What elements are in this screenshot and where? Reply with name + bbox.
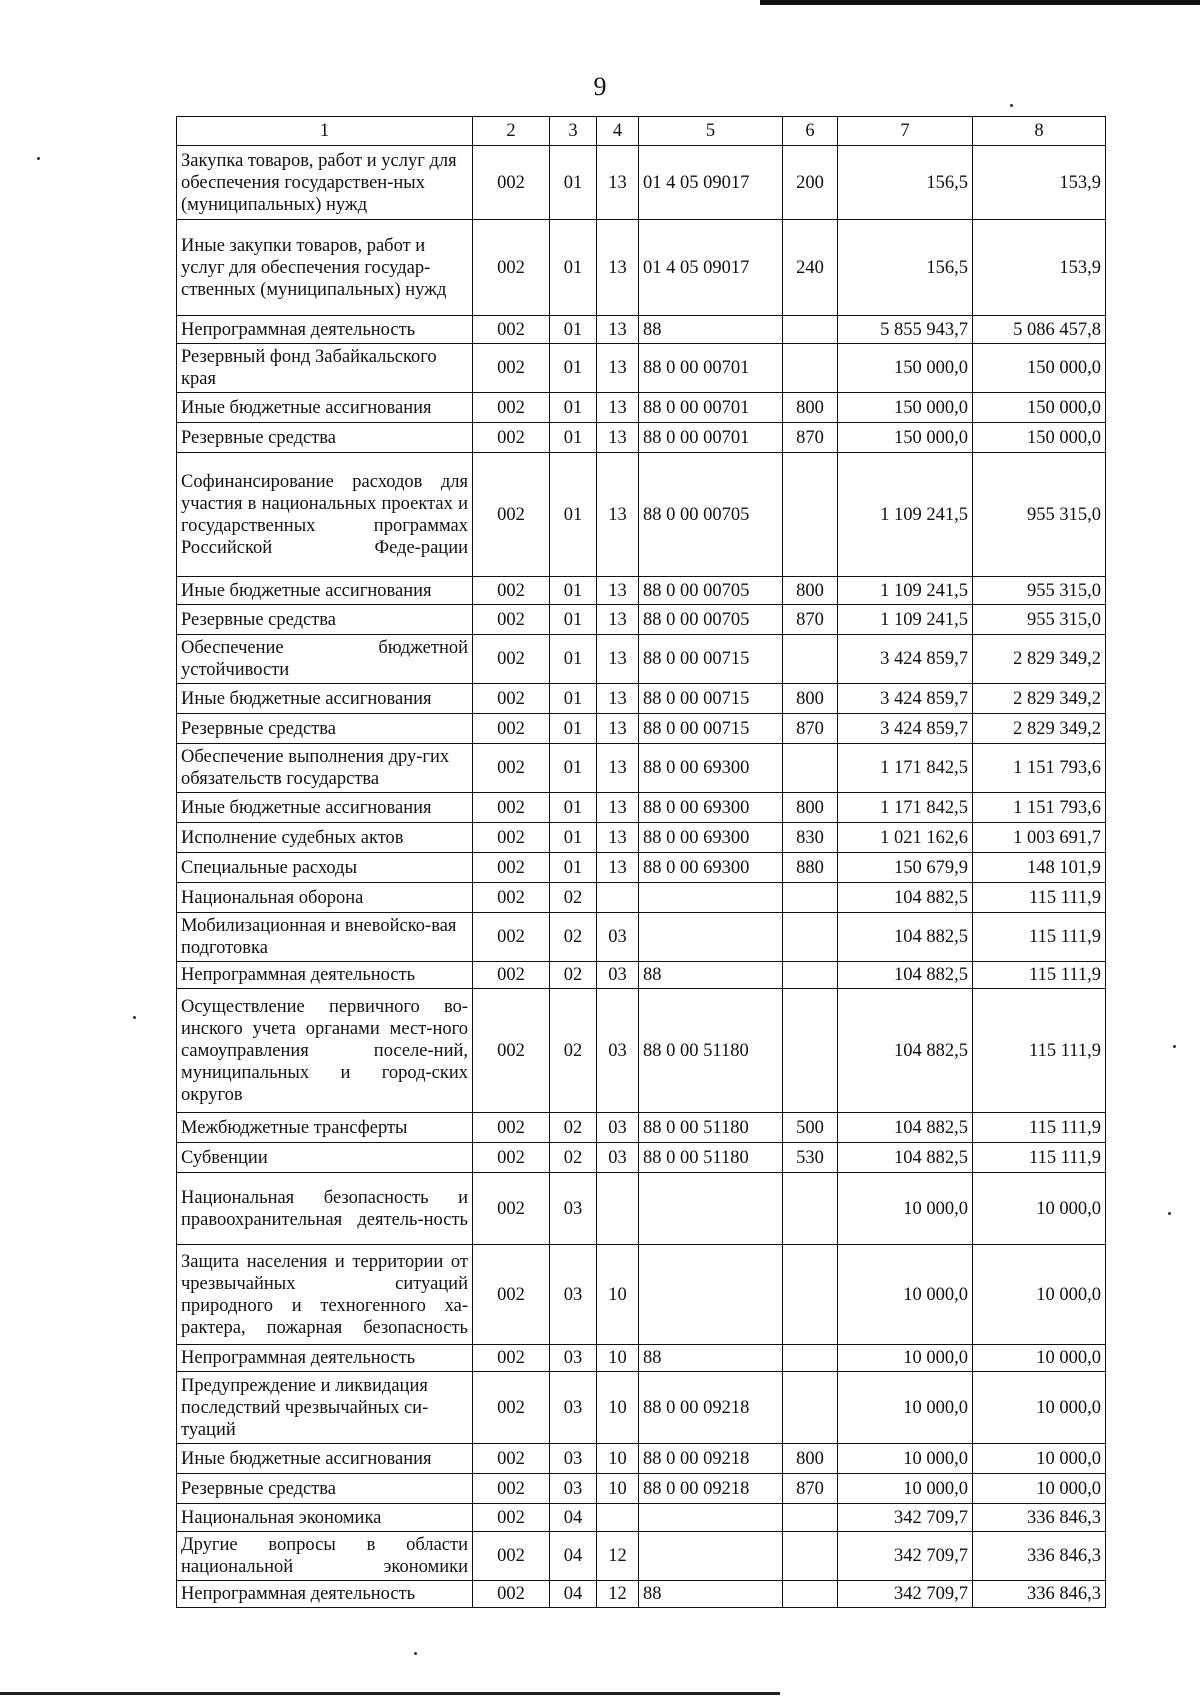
subsection-code-cell: 13	[597, 423, 639, 453]
section-code-cell: 01	[550, 714, 597, 744]
table-row	[177, 962, 1106, 989]
subsection-code-cell: 10	[597, 1345, 639, 1372]
column-header: 7	[838, 117, 973, 146]
expense-type-cell	[783, 744, 838, 793]
ministry-code-cell: 002	[473, 577, 550, 605]
amount-col7-cell: 342 709,7	[838, 1581, 973, 1608]
ministry-code-cell: 002	[473, 423, 550, 453]
target-article-cell: 88 0 00 00715	[639, 714, 783, 744]
table-row	[177, 883, 1106, 913]
row-name-cell: Исполнение судебных актов	[177, 823, 473, 853]
amount-col8-cell: 1 151 793,6	[973, 744, 1106, 793]
section-code-cell: 02	[550, 913, 597, 962]
table-row	[177, 393, 1106, 423]
row-name-cell: Иные бюджетные ассигнования	[177, 1444, 473, 1474]
amount-col8-cell: 10 000,0	[973, 1444, 1106, 1474]
scan-speck	[133, 1016, 136, 1019]
section-code-cell: 01	[550, 823, 597, 853]
ministry-code-cell: 002	[473, 1345, 550, 1372]
table-row	[177, 1372, 1106, 1444]
subsection-code-cell: 13	[597, 684, 639, 714]
ministry-code-cell: 002	[473, 883, 550, 913]
amount-col8-cell: 955 315,0	[973, 605, 1106, 635]
row-name-cell: Иные бюджетные ассигнования	[177, 684, 473, 714]
amount-col8-cell: 955 315,0	[973, 577, 1106, 605]
section-code-cell: 03	[550, 1474, 597, 1504]
target-article-cell: 88 0 00 00705	[639, 453, 783, 577]
subsection-code-cell: 13	[597, 453, 639, 577]
column-header: 3	[550, 117, 597, 146]
amount-col8-cell: 153,9	[973, 220, 1106, 316]
section-code-cell: 01	[550, 684, 597, 714]
expense-type-cell: 870	[783, 1474, 838, 1504]
amount-col8-cell: 10 000,0	[973, 1372, 1106, 1444]
amount-col8-cell: 150 000,0	[973, 344, 1106, 393]
column-header: 4	[597, 117, 639, 146]
section-code-cell: 01	[550, 423, 597, 453]
bottom-scan-rule	[0, 1692, 780, 1695]
subsection-code-cell: 10	[597, 1474, 639, 1504]
amount-col7-cell: 10 000,0	[838, 1173, 973, 1245]
expense-type-cell: 870	[783, 605, 838, 635]
amount-col7-cell: 104 882,5	[838, 1113, 973, 1143]
section-code-cell: 03	[550, 1245, 597, 1345]
expense-type-cell	[783, 1245, 838, 1345]
section-code-cell: 01	[550, 635, 597, 684]
row-name-cell: Резервные средства	[177, 714, 473, 744]
expense-type-cell: 200	[783, 146, 838, 220]
table-row	[177, 1581, 1106, 1608]
ministry-code-cell: 002	[473, 684, 550, 714]
table-row	[177, 316, 1106, 344]
amount-col7-cell: 3 424 859,7	[838, 635, 973, 684]
target-article-cell: 88 0 00 69300	[639, 793, 783, 823]
subsection-code-cell	[597, 883, 639, 913]
expense-type-cell	[783, 1532, 838, 1581]
subsection-code-cell: 10	[597, 1245, 639, 1345]
expense-type-cell	[783, 344, 838, 393]
target-article-cell	[639, 1504, 783, 1532]
target-article-cell: 88 0 00 00715	[639, 684, 783, 714]
row-name-cell: Непрограммная деятельность	[177, 1581, 473, 1608]
ministry-code-cell: 002	[473, 744, 550, 793]
row-name-cell: Резервные средства	[177, 1474, 473, 1504]
top-scan-rule	[760, 0, 1200, 5]
row-name-cell: Национальная безопасность и правоохранительная деятель-ность	[177, 1173, 473, 1245]
table-row	[177, 1173, 1106, 1245]
table-row	[177, 1345, 1106, 1372]
section-code-cell: 01	[550, 605, 597, 635]
subsection-code-cell: 13	[597, 714, 639, 744]
table-row	[177, 744, 1106, 793]
table-row	[177, 1532, 1106, 1581]
table-row	[177, 684, 1106, 714]
subsection-code-cell: 03	[597, 1113, 639, 1143]
section-code-cell: 01	[550, 344, 597, 393]
row-name-cell: Иные закупки товаров, работ и услуг для обеспечения государ-ственных (муниципальных) нужд	[177, 220, 473, 316]
ministry-code-cell: 002	[473, 393, 550, 423]
expense-type-cell: 800	[783, 1444, 838, 1474]
subsection-code-cell: 13	[597, 605, 639, 635]
amount-col8-cell: 5 086 457,8	[973, 316, 1106, 344]
ministry-code-cell: 002	[473, 853, 550, 883]
amount-col8-cell: 115 111,9	[973, 989, 1106, 1113]
amount-col7-cell: 156,5	[838, 146, 973, 220]
amount-col8-cell: 115 111,9	[973, 1113, 1106, 1143]
target-article-cell: 88 0 00 51180	[639, 989, 783, 1113]
target-article-cell: 88 0 00 51180	[639, 1113, 783, 1143]
amount-col7-cell: 10 000,0	[838, 1444, 973, 1474]
section-code-cell: 01	[550, 393, 597, 423]
amount-col8-cell: 150 000,0	[973, 393, 1106, 423]
subsection-code-cell: 03	[597, 989, 639, 1113]
ministry-code-cell: 002	[473, 1173, 550, 1245]
scan-speck	[1173, 1045, 1176, 1048]
amount-col8-cell: 955 315,0	[973, 453, 1106, 577]
expense-type-cell: 530	[783, 1143, 838, 1173]
amount-col7-cell: 1 021 162,6	[838, 823, 973, 853]
table-body	[177, 146, 1106, 1608]
column-header: 6	[783, 117, 838, 146]
target-article-cell: 88 0 00 09218	[639, 1474, 783, 1504]
expense-type-cell	[783, 962, 838, 989]
target-article-cell	[639, 913, 783, 962]
target-article-cell	[639, 883, 783, 913]
ministry-code-cell: 002	[473, 344, 550, 393]
section-code-cell: 03	[550, 1444, 597, 1474]
row-name-cell: Обеспечение бюджетной устойчивости	[177, 635, 473, 684]
expense-type-cell: 800	[783, 684, 838, 714]
subsection-code-cell: 13	[597, 344, 639, 393]
table-row	[177, 605, 1106, 635]
scan-speck	[1168, 1212, 1171, 1215]
scan-speck	[37, 157, 40, 160]
amount-col8-cell: 115 111,9	[973, 883, 1106, 913]
row-name-cell: Мобилизационная и вневойско-вая подготовка	[177, 913, 473, 962]
ministry-code-cell: 002	[473, 453, 550, 577]
amount-col7-cell: 1 171 842,5	[838, 744, 973, 793]
amount-col7-cell: 342 709,7	[838, 1504, 973, 1532]
expense-type-cell	[783, 316, 838, 344]
budget-table	[176, 116, 1106, 1608]
ministry-code-cell: 002	[473, 1474, 550, 1504]
target-article-cell: 01 4 05 09017	[639, 146, 783, 220]
ministry-code-cell: 002	[473, 220, 550, 316]
subsection-code-cell: 10	[597, 1444, 639, 1474]
section-code-cell: 01	[550, 453, 597, 577]
amount-col8-cell: 336 846,3	[973, 1532, 1106, 1581]
amount-col8-cell: 1 151 793,6	[973, 793, 1106, 823]
ministry-code-cell: 002	[473, 635, 550, 684]
amount-col7-cell: 104 882,5	[838, 962, 973, 989]
target-article-cell: 88	[639, 1345, 783, 1372]
target-article-cell	[639, 1173, 783, 1245]
ministry-code-cell: 002	[473, 1532, 550, 1581]
table-row	[177, 577, 1106, 605]
ministry-code-cell: 002	[473, 714, 550, 744]
column-header: 2	[473, 117, 550, 146]
amount-col8-cell: 10 000,0	[973, 1245, 1106, 1345]
table-row	[177, 853, 1106, 883]
expense-type-cell: 830	[783, 823, 838, 853]
table-row	[177, 1504, 1106, 1532]
amount-col7-cell: 5 855 943,7	[838, 316, 973, 344]
expense-type-cell: 870	[783, 714, 838, 744]
ministry-code-cell: 002	[473, 1245, 550, 1345]
section-code-cell: 04	[550, 1532, 597, 1581]
subsection-code-cell	[597, 1504, 639, 1532]
target-article-cell: 88	[639, 316, 783, 344]
amount-col7-cell: 1 109 241,5	[838, 453, 973, 577]
section-code-cell: 01	[550, 220, 597, 316]
expense-type-cell	[783, 1372, 838, 1444]
table-row	[177, 823, 1106, 853]
row-name-cell: Специальные расходы	[177, 853, 473, 883]
scan-speck	[1010, 104, 1013, 107]
amount-col7-cell: 150 000,0	[838, 423, 973, 453]
amount-col8-cell: 115 111,9	[973, 913, 1106, 962]
subsection-code-cell: 03	[597, 1143, 639, 1173]
row-name-cell: Иные бюджетные ассигнования	[177, 393, 473, 423]
row-name-cell: Иные бюджетные ассигнования	[177, 793, 473, 823]
row-name-cell: Непрограммная деятельность	[177, 962, 473, 989]
expense-type-cell: 870	[783, 423, 838, 453]
row-name-cell: Национальная экономика	[177, 1504, 473, 1532]
amount-col7-cell: 3 424 859,7	[838, 714, 973, 744]
subsection-code-cell: 03	[597, 913, 639, 962]
row-name-cell: Резервные средства	[177, 423, 473, 453]
amount-col8-cell: 2 829 349,2	[973, 714, 1106, 744]
amount-col8-cell: 10 000,0	[973, 1173, 1106, 1245]
subsection-code-cell: 13	[597, 853, 639, 883]
amount-col8-cell: 10 000,0	[973, 1474, 1106, 1504]
table-row	[177, 1444, 1106, 1474]
expense-type-cell	[783, 453, 838, 577]
section-code-cell: 01	[550, 577, 597, 605]
target-article-cell: 88 0 00 09218	[639, 1444, 783, 1474]
target-article-cell: 88 0 00 00715	[639, 635, 783, 684]
ministry-code-cell: 002	[473, 316, 550, 344]
ministry-code-cell: 002	[473, 605, 550, 635]
amount-col7-cell: 150 679,9	[838, 853, 973, 883]
section-code-cell: 03	[550, 1345, 597, 1372]
amount-col8-cell: 336 846,3	[973, 1504, 1106, 1532]
row-name-cell: Закупка товаров, работ и услуг для обеспечения государствен-ных (муниципальных) нужд	[177, 146, 473, 220]
target-article-cell: 88 0 00 51180	[639, 1143, 783, 1173]
subsection-code-cell: 13	[597, 146, 639, 220]
ministry-code-cell: 002	[473, 1143, 550, 1173]
row-name-cell: Субвенции	[177, 1143, 473, 1173]
ministry-code-cell: 002	[473, 823, 550, 853]
section-code-cell: 04	[550, 1581, 597, 1608]
amount-col7-cell: 104 882,5	[838, 883, 973, 913]
expense-type-cell: 800	[783, 577, 838, 605]
amount-col8-cell: 150 000,0	[973, 423, 1106, 453]
table-row	[177, 714, 1106, 744]
amount-col7-cell: 10 000,0	[838, 1345, 973, 1372]
amount-col8-cell: 1 003 691,7	[973, 823, 1106, 853]
amount-col7-cell: 104 882,5	[838, 913, 973, 962]
amount-col8-cell: 10 000,0	[973, 1345, 1106, 1372]
section-code-cell: 02	[550, 1113, 597, 1143]
target-article-cell: 88 0 00 09218	[639, 1372, 783, 1444]
table-row	[177, 989, 1106, 1113]
subsection-code-cell: 13	[597, 823, 639, 853]
ministry-code-cell: 002	[473, 1444, 550, 1474]
row-name-cell: Непрограммная деятельность	[177, 316, 473, 344]
subsection-code-cell: 13	[597, 316, 639, 344]
target-article-cell: 88 0 00 69300	[639, 744, 783, 793]
section-code-cell: 02	[550, 989, 597, 1113]
expense-type-cell	[783, 883, 838, 913]
expense-type-cell	[783, 913, 838, 962]
section-code-cell: 02	[550, 962, 597, 989]
target-article-cell: 88 0 00 69300	[639, 823, 783, 853]
amount-col8-cell: 115 111,9	[973, 962, 1106, 989]
target-article-cell: 88 0 00 00701	[639, 423, 783, 453]
column-header: 1	[177, 117, 473, 146]
ministry-code-cell: 002	[473, 1581, 550, 1608]
section-code-cell: 03	[550, 1173, 597, 1245]
amount-col7-cell: 156,5	[838, 220, 973, 316]
subsection-code-cell: 03	[597, 962, 639, 989]
section-code-cell: 01	[550, 744, 597, 793]
table-row	[177, 1143, 1106, 1173]
amount-col8-cell: 2 829 349,2	[973, 684, 1106, 714]
column-header: 8	[973, 117, 1106, 146]
target-article-cell: 88	[639, 962, 783, 989]
amount-col8-cell: 153,9	[973, 146, 1106, 220]
target-article-cell: 88 0 00 00701	[639, 344, 783, 393]
expense-type-cell	[783, 635, 838, 684]
row-name-cell: Софинансирование расходов для участия в национальных проектах и государственных программах Российской Феде-рации	[177, 453, 473, 577]
subsection-code-cell: 13	[597, 744, 639, 793]
ministry-code-cell: 002	[473, 962, 550, 989]
ministry-code-cell: 002	[473, 793, 550, 823]
table-row	[177, 793, 1106, 823]
amount-col7-cell: 10 000,0	[838, 1474, 973, 1504]
row-name-cell: Национальная оборона	[177, 883, 473, 913]
row-name-cell: Защита населения и территории от чрезвычайных ситуаций природного и техногенного ха-рактера, пожарная безопасность	[177, 1245, 473, 1345]
scan-speck	[414, 1652, 417, 1655]
target-article-cell: 88 0 00 00701	[639, 393, 783, 423]
subsection-code-cell: 13	[597, 393, 639, 423]
expense-type-cell	[783, 1345, 838, 1372]
section-code-cell: 02	[550, 1143, 597, 1173]
subsection-code-cell: 13	[597, 793, 639, 823]
table-row	[177, 146, 1106, 220]
table-row	[177, 220, 1106, 316]
amount-col8-cell: 115 111,9	[973, 1143, 1106, 1173]
amount-col7-cell: 1 109 241,5	[838, 577, 973, 605]
amount-col7-cell: 104 882,5	[838, 989, 973, 1113]
subsection-code-cell: 12	[597, 1532, 639, 1581]
page-number: 9	[593, 72, 607, 101]
expense-type-cell: 240	[783, 220, 838, 316]
expense-type-cell	[783, 989, 838, 1113]
expense-type-cell	[783, 1581, 838, 1608]
section-code-cell: 03	[550, 1372, 597, 1444]
section-code-cell: 02	[550, 883, 597, 913]
amount-col7-cell: 3 424 859,7	[838, 684, 973, 714]
section-code-cell: 01	[550, 853, 597, 883]
target-article-cell: 01 4 05 09017	[639, 220, 783, 316]
ministry-code-cell: 002	[473, 146, 550, 220]
subsection-code-cell: 13	[597, 577, 639, 605]
section-code-cell: 04	[550, 1504, 597, 1532]
table-row	[177, 913, 1106, 962]
subsection-code-cell	[597, 1173, 639, 1245]
target-article-cell: 88 0 00 69300	[639, 853, 783, 883]
ministry-code-cell: 002	[473, 1113, 550, 1143]
table-row	[177, 1245, 1106, 1345]
table-row	[177, 1113, 1106, 1143]
expense-type-cell: 800	[783, 393, 838, 423]
table-row	[177, 344, 1106, 393]
row-name-cell: Обеспечение выполнения дру-гих обязательств государства	[177, 744, 473, 793]
amount-col7-cell: 150 000,0	[838, 344, 973, 393]
amount-col7-cell: 342 709,7	[838, 1532, 973, 1581]
subsection-code-cell: 13	[597, 220, 639, 316]
table-header-row	[177, 117, 1106, 146]
amount-col8-cell: 336 846,3	[973, 1581, 1106, 1608]
ministry-code-cell: 002	[473, 1504, 550, 1532]
section-code-cell: 01	[550, 793, 597, 823]
amount-col8-cell: 148 101,9	[973, 853, 1106, 883]
row-name-cell: Резервные средства	[177, 605, 473, 635]
target-article-cell	[639, 1245, 783, 1345]
table-row	[177, 423, 1106, 453]
row-name-cell: Резервный фонд Забайкальского края	[177, 344, 473, 393]
amount-col7-cell: 1 171 842,5	[838, 793, 973, 823]
section-code-cell: 01	[550, 316, 597, 344]
target-article-cell: 88 0 00 00705	[639, 605, 783, 635]
expense-type-cell: 800	[783, 793, 838, 823]
row-name-cell: Предупреждение и ликвидация последствий чрезвычайных си-туаций	[177, 1372, 473, 1444]
target-article-cell: 88	[639, 1581, 783, 1608]
row-name-cell: Межбюджетные трансферты	[177, 1113, 473, 1143]
row-name-cell: Другие вопросы в области национальной экономики	[177, 1532, 473, 1581]
table-row	[177, 635, 1106, 684]
subsection-code-cell: 10	[597, 1372, 639, 1444]
expense-type-cell	[783, 1504, 838, 1532]
expense-type-cell: 880	[783, 853, 838, 883]
target-article-cell	[639, 1532, 783, 1581]
expense-type-cell	[783, 1173, 838, 1245]
amount-col7-cell: 1 109 241,5	[838, 605, 973, 635]
column-header: 5	[639, 117, 783, 146]
ministry-code-cell: 002	[473, 1372, 550, 1444]
row-name-cell: Непрограммная деятельность	[177, 1345, 473, 1372]
subsection-code-cell: 12	[597, 1581, 639, 1608]
amount-col7-cell: 104 882,5	[838, 1143, 973, 1173]
expense-type-cell: 500	[783, 1113, 838, 1143]
amount-col7-cell: 10 000,0	[838, 1245, 973, 1345]
table-row	[177, 453, 1106, 577]
subsection-code-cell: 13	[597, 635, 639, 684]
row-name-cell: Иные бюджетные ассигнования	[177, 577, 473, 605]
amount-col7-cell: 150 000,0	[838, 393, 973, 423]
table-row	[177, 1474, 1106, 1504]
row-name-cell: Осуществление первичного во-инского учета органами мест-ного самоуправления поселе-ний, муниципальных и город-ских округов	[177, 989, 473, 1113]
amount-col8-cell: 2 829 349,2	[973, 635, 1106, 684]
ministry-code-cell: 002	[473, 913, 550, 962]
amount-col7-cell: 10 000,0	[838, 1372, 973, 1444]
target-article-cell: 88 0 00 00705	[639, 577, 783, 605]
ministry-code-cell: 002	[473, 989, 550, 1113]
section-code-cell: 01	[550, 146, 597, 220]
